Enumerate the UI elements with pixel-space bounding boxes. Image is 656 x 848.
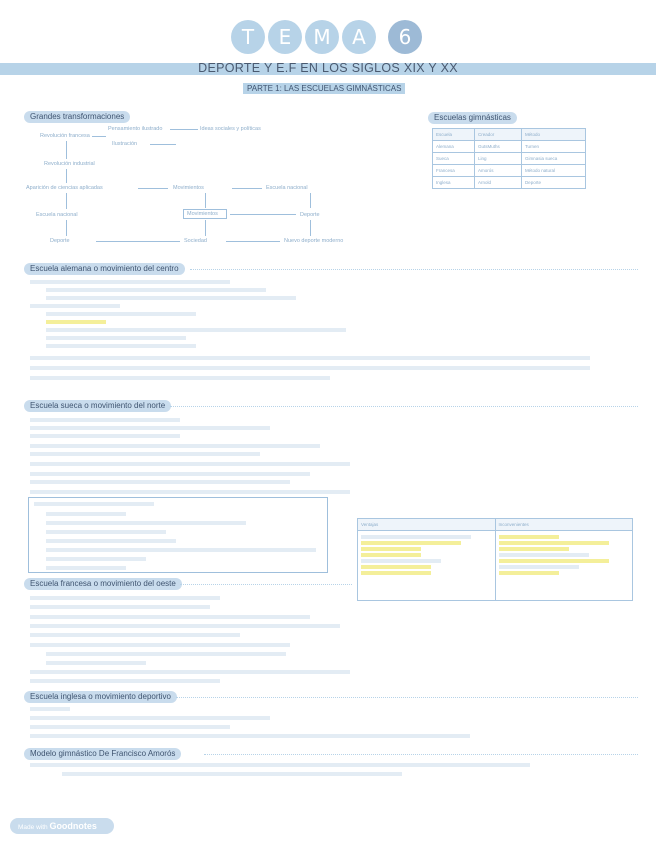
table-row	[358, 519, 633, 531]
table-cell: Inglesa	[433, 177, 475, 189]
section-grandes-transformaciones: Grandes transformaciones	[24, 111, 130, 123]
compare-table	[357, 518, 633, 601]
table-cell: Gimnasia sueca	[521, 153, 585, 165]
section-divider	[180, 584, 352, 585]
flow-node: Ilustración	[112, 141, 138, 147]
table-row	[433, 129, 586, 141]
section-escuela-francesa: Escuela francesa o movimiento del oeste	[24, 578, 182, 590]
flow-arrow	[310, 193, 311, 208]
flow-arrow	[226, 241, 280, 242]
table-cell	[358, 531, 496, 601]
table-cell: Amorós	[475, 165, 522, 177]
table-cell: Ling	[475, 153, 522, 165]
schools-table	[432, 128, 586, 189]
table-row	[358, 531, 633, 601]
flow-arrow	[170, 129, 198, 130]
flow-arrow	[205, 220, 206, 236]
flow-arrow	[205, 193, 206, 208]
table-row	[433, 153, 586, 165]
table-row	[433, 165, 586, 177]
made-with-text: Made with	[18, 824, 48, 831]
flow-arrow	[310, 220, 311, 236]
flow-arrow	[92, 136, 106, 137]
flow-node: Nuevo deporte moderno	[284, 238, 344, 244]
section-divider	[170, 406, 638, 407]
table-cell: Turnen	[521, 141, 585, 153]
flow-node: Deporte	[300, 212, 320, 218]
flow-node: Revolución francesa	[40, 133, 90, 139]
title-letter-m: M	[305, 20, 339, 54]
section-escuela-sueca: Escuela sueca o movimiento del norte	[24, 400, 171, 412]
table-header-cell: Creador	[475, 129, 522, 141]
table-cell	[495, 531, 633, 601]
title-letter-a: A	[342, 20, 376, 54]
table-header-cell: Escuela	[433, 129, 475, 141]
table-row	[433, 177, 586, 189]
table-cell: Sueca	[433, 153, 475, 165]
flow-node: Escuela nacional	[266, 185, 308, 191]
table-header-cell: Ventajas	[358, 519, 496, 531]
table-header-cell: Inconvenientes	[495, 519, 633, 531]
sueca-box	[28, 497, 328, 573]
flow-node: Deporte	[50, 238, 70, 244]
flow-node: Movimientos	[173, 185, 204, 191]
section-divider	[204, 754, 638, 755]
table-cell: GutsMuths	[475, 141, 522, 153]
section-divider	[190, 269, 638, 270]
made-with-badge	[10, 818, 114, 834]
flow-arrow	[66, 220, 67, 236]
table-cell: Arnold	[475, 177, 522, 189]
section-divider	[176, 697, 638, 698]
table-cell: Francesa	[433, 165, 475, 177]
flow-arrow	[230, 214, 296, 215]
title-letter-t: T	[231, 20, 265, 54]
flow-arrow	[150, 144, 176, 145]
page-title: DEPORTE Y E.F EN LOS SIGLOS XIX Y XX	[198, 61, 458, 75]
flow-node: Revolución industrial	[44, 161, 95, 167]
flow-node: Movimientos	[187, 211, 218, 217]
topic-number: 6	[388, 20, 422, 54]
section-escuelas-gimnasticas: Escuelas gimnásticas	[428, 112, 517, 124]
flow-arrow	[232, 188, 262, 189]
flow-arrow	[138, 188, 168, 189]
table-cell: Deporte	[521, 177, 585, 189]
flow-node: Aparición de ciencias aplicadas	[26, 185, 103, 191]
table-header-cell: Método	[521, 129, 585, 141]
section-escuela-inglesa: Escuela inglesa o movimiento deportivo	[24, 691, 177, 703]
flow-node: Pensamiento ilustrado	[108, 126, 163, 132]
table-row	[433, 141, 586, 153]
title-letter-e: E	[268, 20, 302, 54]
section-escuela-alemana: Escuela alemana o movimiento del centro	[24, 263, 185, 275]
flow-arrow	[96, 241, 180, 242]
flow-node: Escuela nacional	[36, 212, 78, 218]
flow-arrow	[66, 141, 67, 159]
table-cell: Método natural	[521, 165, 585, 177]
page-subtitle: PARTE 1: LAS ESCUELAS GIMNÁSTICAS	[243, 83, 405, 94]
flow-node: Sociedad	[184, 238, 207, 244]
flow-node: Ideas sociales y políticas	[200, 126, 261, 132]
brand-name: Goodnotes	[49, 821, 97, 831]
section-modelo-amoros: Modelo gimnástico De Francisco Amorós	[24, 748, 181, 760]
flow-arrow	[66, 169, 67, 183]
table-cell: Alemana	[433, 141, 475, 153]
flow-arrow	[66, 193, 67, 209]
